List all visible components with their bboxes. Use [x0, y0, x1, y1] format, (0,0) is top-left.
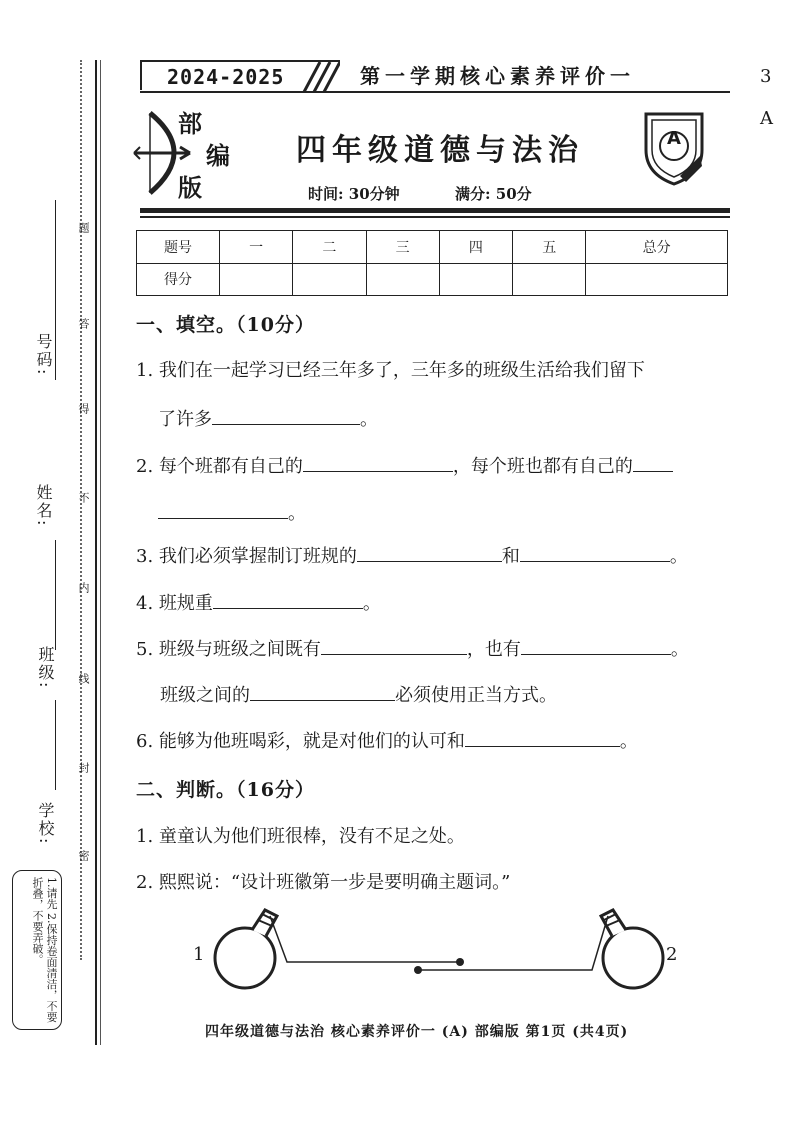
- table-header-cell: 二: [293, 231, 366, 264]
- score-cell[interactable]: [513, 263, 586, 296]
- seal-word: 答: [77, 318, 90, 329]
- question-2-line-a: 2. 每个班都有自己的 ，每个班也都有自己的: [136, 451, 673, 478]
- judgment-1: 1. 童童认为他们班很棒，没有不足之处。: [136, 826, 465, 847]
- exam-time: 时间: 30分钟: [308, 185, 400, 203]
- header-thick-rule: [140, 208, 730, 213]
- answer-blank[interactable]: [213, 588, 363, 609]
- number-label: 号码:: [34, 333, 53, 377]
- edition-char: 版: [178, 173, 202, 202]
- judgment-2: 2. 熙熙说：“设计班徽第一步是要明确主题词。”: [136, 872, 511, 893]
- page-title: 四年级道德与法治: [296, 133, 584, 168]
- number-field[interactable]: [55, 200, 56, 380]
- score-cell[interactable]: [220, 263, 293, 296]
- binding-line-inner: [100, 60, 101, 1045]
- score-cell[interactable]: [293, 263, 366, 296]
- table-header-cell: 五: [513, 231, 586, 264]
- bulb-label-left: 1: [193, 944, 205, 965]
- score-cell[interactable]: [366, 263, 439, 296]
- question-4-line: 4. 班规重 。: [136, 588, 381, 615]
- class-label: 班级:: [36, 646, 55, 690]
- section-1-title: 一、填空。（10分）: [136, 314, 315, 336]
- table-header-cell: 题号: [137, 231, 220, 264]
- page-footer: 四年级道德与法治 核心素养评价一 (A) 部编版 第1页 (共4页): [205, 1024, 629, 1040]
- table-header-cell: 一: [220, 231, 293, 264]
- score-table: [136, 230, 728, 296]
- badge-letter: A: [667, 128, 681, 149]
- answer-blank[interactable]: [321, 634, 467, 655]
- banner-stripes: [290, 60, 340, 92]
- edge-mark: 3: [760, 66, 772, 87]
- edition-char: 部: [178, 109, 202, 138]
- bulb-label-right: 2: [666, 944, 678, 965]
- seal-word: 封: [77, 762, 90, 773]
- score-row-label: 得分: [137, 263, 220, 296]
- question-1-line-a: 1. 我们在一起学习已经三年多了，三年多的班级生活给我们留下: [136, 360, 645, 381]
- answer-blank[interactable]: [357, 541, 502, 562]
- edge-mark: A: [760, 108, 773, 129]
- question-1-line-b: 了许多 。: [158, 404, 378, 431]
- series-title: 第一学期核心素养评价一: [360, 64, 635, 88]
- section-2-title: 二、判断。（16分）: [136, 779, 315, 801]
- seal-word: 密: [77, 850, 90, 861]
- question-5-line-b: 班级之间的 必须使用正当方式。: [160, 680, 557, 707]
- seal-word: 不: [77, 492, 90, 503]
- header-rule: [140, 91, 730, 93]
- question-6-line: 6. 能够为他班喝彩，就是对他们的认可和 。: [136, 726, 638, 753]
- answer-blank[interactable]: [158, 498, 288, 519]
- full-score: 满分: 50分: [455, 185, 532, 203]
- notice-box: 1.请先 2.保持卷面清洁，不要折叠，不要弄破。: [12, 870, 62, 1030]
- class-field[interactable]: [55, 700, 56, 790]
- answer-blank[interactable]: [303, 451, 453, 472]
- edition-char: 编: [206, 141, 230, 170]
- question-2-line-b: 。: [158, 498, 306, 525]
- answer-blank[interactable]: [250, 680, 395, 701]
- bulb-circuit-illustration: [190, 900, 710, 1000]
- question-5-line-a: 5. 班级与班级之间既有 ，也有 。: [136, 634, 689, 661]
- binding-dotted-line: [80, 60, 82, 960]
- answer-blank[interactable]: [521, 634, 671, 655]
- seal-word: 线: [77, 673, 90, 684]
- score-table-row: [137, 263, 728, 296]
- score-table-header-row: [137, 231, 728, 264]
- name-label: 姓名:: [34, 484, 53, 528]
- table-header-cell: 三: [366, 231, 439, 264]
- table-header-cell: 四: [439, 231, 512, 264]
- school-label: 学校:: [36, 802, 55, 846]
- name-field[interactable]: [55, 540, 56, 650]
- seal-word: 内: [77, 582, 90, 593]
- score-cell[interactable]: [439, 263, 512, 296]
- score-cell[interactable]: [586, 263, 728, 296]
- header-thin-rule: [140, 216, 730, 218]
- answer-blank[interactable]: [520, 541, 670, 562]
- table-header-cell: 总分: [586, 231, 728, 264]
- answer-blank[interactable]: [212, 404, 360, 425]
- binding-line: [95, 60, 97, 1045]
- year-banner: 2024-2025: [140, 60, 340, 90]
- answer-blank[interactable]: [465, 726, 620, 747]
- answer-blank[interactable]: [633, 451, 673, 472]
- seal-word: 题: [77, 222, 90, 233]
- question-3-line: 3. 我们必须掌握制订班规的 和 。: [136, 541, 688, 568]
- seal-word: 得: [77, 403, 90, 414]
